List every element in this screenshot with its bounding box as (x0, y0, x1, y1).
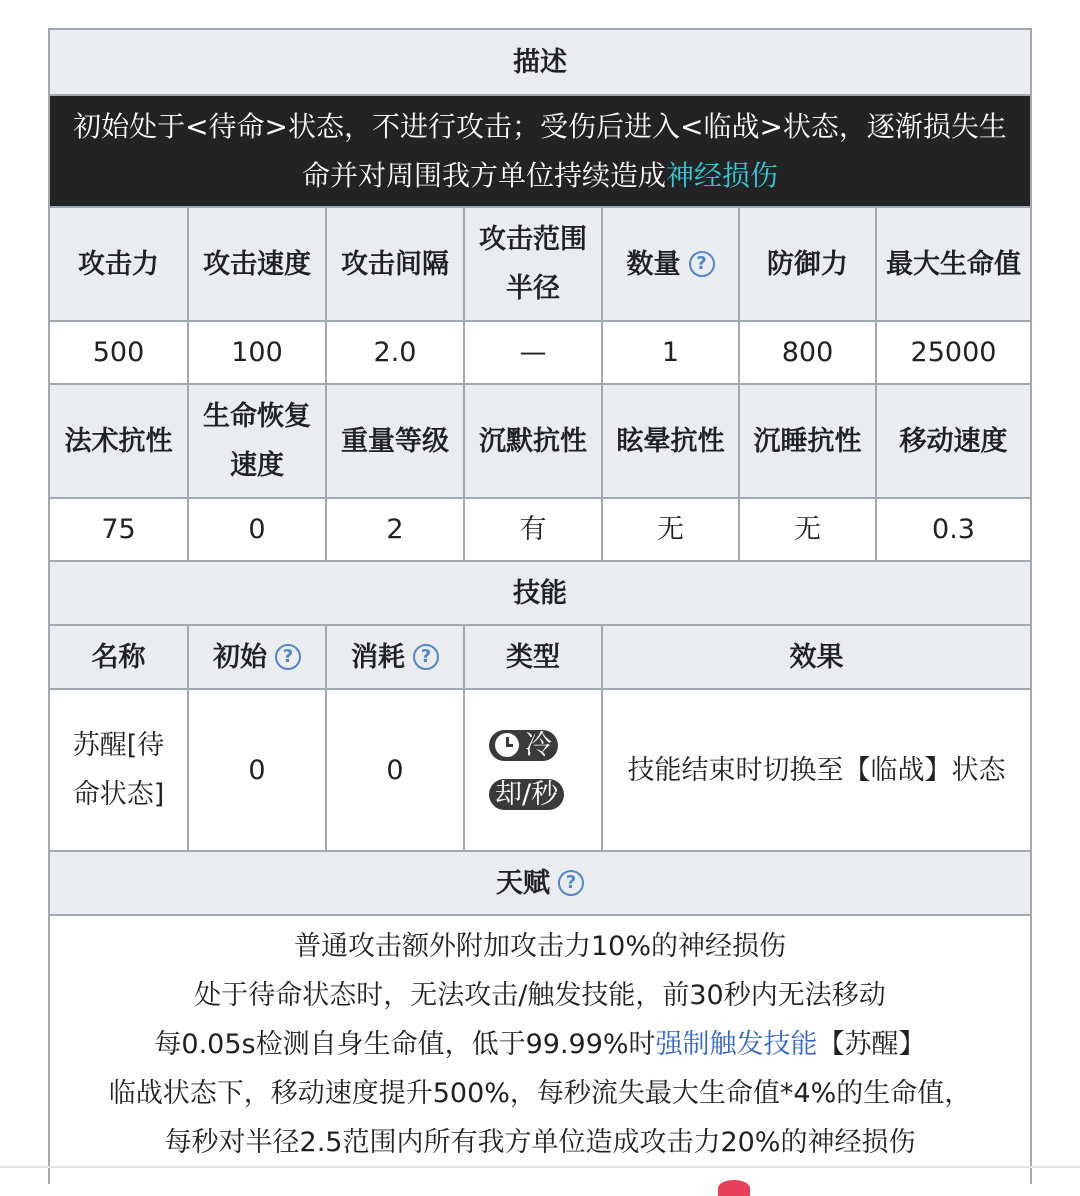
stat-header-atk-interval: 攻击间隔 (325, 206, 463, 320)
stat-value-def: 800 (738, 320, 875, 383)
stat-value-stun-res: 无 (601, 497, 738, 560)
help-circle-icon[interactable]: ? (413, 644, 439, 670)
stat-value-max-hp: 25000 (875, 320, 1032, 383)
skill-col-initial-label: 初始 (213, 641, 267, 673)
force-trigger-skill-link[interactable]: 强制触发技能 (655, 1029, 818, 1060)
bottom-divider (0, 1166, 1080, 1168)
description-header: 描述 (48, 28, 1032, 94)
talent-line-3-pre: 每0.05s检测自身生命值，低于99.99%时 (154, 1029, 656, 1060)
talent-line-5: 每秒对半径2.5范围内所有我方单位造成攻击力20%的神经损伤 (164, 1127, 916, 1158)
stat-header-res: 法术抗性 (48, 383, 187, 497)
skill-name: 苏醒[待命状态] (48, 688, 187, 850)
talent-header-label: 天赋 (496, 867, 550, 899)
talent-description (48, 914, 1032, 1184)
stat-value-move-speed: 0.3 (875, 497, 1032, 560)
stat-value-silence-res: 有 (463, 497, 601, 560)
stat-value-res: 75 (48, 497, 187, 560)
skill-cost: 0 (325, 688, 463, 850)
help-circle-icon[interactable]: ? (558, 870, 584, 896)
stat-value-range: — (463, 320, 601, 383)
stat-value-atk-interval: 2.0 (325, 320, 463, 383)
skill-col-type: 类型 (463, 624, 601, 688)
stat-header-stun-res: 眩晕抗性 (601, 383, 738, 497)
neural-damage-link[interactable]: 神经损伤 (666, 159, 779, 192)
skill-type (463, 688, 601, 850)
talent-line-2: 处于待命状态时，无法攻击/触发技能，前30秒内无法移动 (194, 980, 886, 1011)
skill-col-cost (325, 624, 463, 688)
skills-header: 技能 (48, 560, 1032, 624)
stat-header-weight: 重量等级 (325, 383, 463, 497)
stat-header-range: 攻击范围半径 (463, 206, 601, 320)
stat-value-atk: 500 (48, 320, 187, 383)
skill-initial: 0 (187, 688, 325, 850)
help-circle-icon[interactable]: ? (275, 644, 301, 670)
clock-icon (495, 733, 519, 757)
skill-col-effect: 效果 (601, 624, 1032, 688)
description-body: 初始处于<待命>状态，不进行攻击；受伤后进入<临战>状态，逐渐损失生命并对周围我方单位持续造成 (73, 110, 1007, 192)
cooldown-badge (489, 730, 564, 810)
stat-header-sleep-res: 沉睡抗性 (738, 383, 875, 497)
stat-value-atk-speed: 100 (187, 320, 325, 383)
stat-value-weight: 2 (325, 497, 463, 560)
stat-header-move-speed: 移动速度 (875, 383, 1032, 497)
skill-type-badge (489, 721, 579, 819)
stat-header-max-hp: 最大生命值 (875, 206, 1032, 320)
stat-header-atk-speed: 攻击速度 (187, 206, 325, 320)
skill-col-initial (187, 624, 325, 688)
enemy-info-table (48, 28, 1032, 1184)
notification-dot (718, 1180, 750, 1196)
stat-value-hp-regen: 0 (187, 497, 325, 560)
stat-header-silence-res: 沉默抗性 (463, 383, 601, 497)
stat-value-sleep-res: 无 (738, 497, 875, 560)
skill-col-cost-label: 消耗 (351, 641, 405, 673)
stat-value-count: 1 (601, 320, 738, 383)
stat-header-atk: 攻击力 (48, 206, 187, 320)
skill-effect: 技能结束时切换至【临战】状态 (601, 688, 1032, 850)
stat-header-count-label: 数量 (626, 248, 681, 280)
description-text (48, 94, 1032, 206)
talent-line-1: 普通攻击额外附加攻击力10%的神经损伤 (293, 931, 786, 962)
skill-col-name: 名称 (48, 624, 187, 688)
talent-line-4: 临战状态下，移动速度提升500%，每秒流失最大生命值*4%的生命值， (108, 1078, 972, 1109)
stat-header-count (601, 206, 738, 320)
stat-header-def: 防御力 (738, 206, 875, 320)
help-circle-icon[interactable]: ? (689, 251, 715, 277)
talent-line-3 (50, 1020, 1030, 1069)
talent-header (48, 850, 1032, 914)
talent-line-3-post: 【苏醒】 (817, 1029, 926, 1060)
skill-type-label: 冷却/秒 (495, 730, 559, 810)
stat-header-hp-regen: 生命恢复速度 (187, 383, 325, 497)
